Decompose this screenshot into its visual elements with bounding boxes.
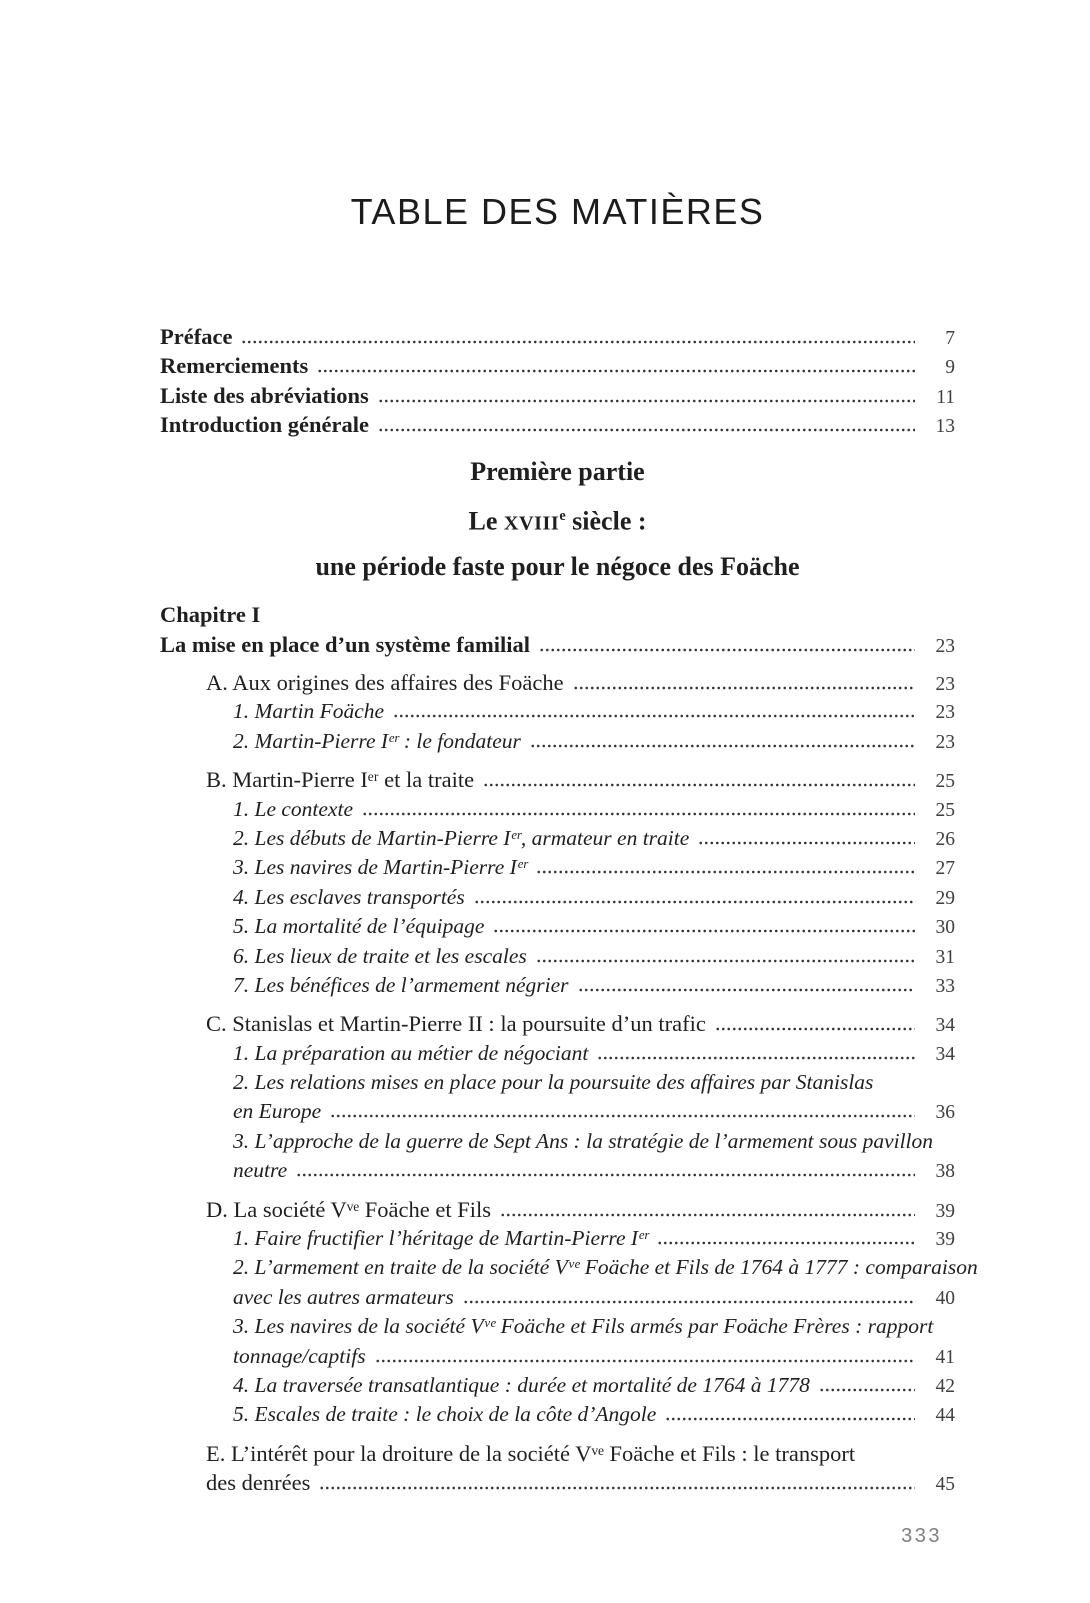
toc-row	[233, 1224, 955, 1253]
toc-entry-text: D. La société Vᵛᵉ Foäche et Fils	[206, 1196, 492, 1222]
toc-entry	[160, 971, 955, 1000]
dotted-leader	[536, 870, 915, 874]
toc-entry	[160, 1253, 978, 1312]
part-title-smallcaps: XVIII	[503, 512, 560, 535]
toc-row	[233, 727, 955, 756]
page-number: 23	[935, 635, 955, 657]
dotted-leader	[393, 714, 915, 718]
toc-entry-text: 2. Martin-Pierre Iᵉʳ : le fondateur	[233, 728, 521, 753]
toc-row	[233, 697, 955, 726]
page-number: 38	[935, 1161, 955, 1183]
page-number: 34	[935, 1043, 955, 1065]
toc-entry-text: B. Martin-Pierre Iᵉʳ et la traite	[206, 767, 475, 793]
dotted-leader	[375, 1359, 915, 1363]
page-number: 39	[935, 1200, 955, 1222]
toc-entry	[160, 381, 955, 410]
dotted-leader	[319, 1486, 915, 1490]
toc-entry-text: 3. Les navires de Martin-Pierre Iᵉʳ	[233, 855, 528, 880]
dotted-leader	[378, 428, 915, 432]
dotted-leader	[573, 686, 915, 690]
dotted-leader	[483, 783, 915, 787]
page-number: 23	[935, 674, 955, 695]
toc-row	[206, 765, 955, 794]
page-number: 9	[945, 357, 955, 379]
chapter-title: La mise en place d’un système familial	[160, 631, 530, 657]
toc-row	[233, 883, 955, 912]
toc-entry	[160, 1439, 955, 1498]
toc-row	[233, 971, 955, 1000]
dotted-leader	[539, 648, 915, 652]
toc-entry-text: en Europe	[233, 1099, 322, 1124]
toc-row	[233, 1400, 955, 1429]
dotted-leader	[378, 399, 915, 403]
toc-entry	[160, 853, 955, 882]
part-title-line2: une période faste pour le négoce des Foäche	[315, 552, 800, 582]
dotted-leader	[362, 812, 915, 816]
front-matter-list	[160, 322, 955, 440]
chapter-label-row	[160, 600, 955, 629]
part-title-prefix: Le	[468, 506, 504, 536]
toc-entry-text: 4. La traversée transatlantique : durée et mortalité de 1764 à 1778	[233, 1372, 810, 1397]
toc-row	[233, 1068, 955, 1097]
toc-row	[233, 1371, 955, 1400]
toc-row	[160, 351, 955, 380]
toc-entry	[160, 912, 955, 941]
toc-entry-text: Introduction générale	[160, 412, 369, 438]
dotted-leader	[578, 988, 915, 992]
dotted-leader	[296, 1173, 915, 1177]
dotted-leader	[500, 1213, 915, 1217]
toc-entry	[160, 410, 955, 439]
toc-entry-text: 2. L’armement en traite de la société Vᵛᵉ Foäche et Fils de 1764 à 1777 : comparaison	[233, 1255, 978, 1280]
toc-entry-text: 5. Escales de traite : le choix de la côte d’Angole	[233, 1402, 657, 1427]
toc-row	[233, 824, 955, 853]
toc-content	[160, 0, 978, 1498]
toc-row	[160, 410, 955, 439]
toc-entry-text: avec les autres armateurs	[233, 1284, 454, 1309]
page-number: 45	[935, 1474, 955, 1496]
toc-row	[233, 1342, 955, 1371]
toc-row	[233, 853, 955, 882]
toc-entry	[160, 1312, 955, 1371]
toc-row	[206, 668, 955, 697]
toc-row	[233, 1039, 955, 1068]
part-title-suffix: siècle :	[565, 506, 647, 536]
toc-entry	[160, 697, 955, 726]
toc-row	[233, 1312, 955, 1341]
toc-entry	[160, 1400, 955, 1429]
toc-entry-text: 3. Les navires de la société Vᵛᵉ Foäche et Fils armés par Foäche Frères : rapport	[233, 1314, 934, 1339]
toc-row	[206, 1439, 955, 1468]
toc-entry	[160, 765, 955, 794]
page-number: 11	[936, 386, 955, 408]
page-number: 25	[935, 799, 955, 821]
dotted-leader	[819, 1388, 915, 1392]
toc-entry-text: neutre	[233, 1158, 288, 1183]
toc-entry	[160, 1224, 955, 1253]
toc-entry	[160, 727, 955, 756]
page-number: 30	[935, 917, 955, 939]
page-number: 25	[935, 771, 955, 793]
toc-entry-text: Liste des abréviations	[160, 382, 369, 408]
part-one-heading	[160, 457, 955, 583]
toc-row	[160, 381, 955, 410]
dotted-leader	[657, 1241, 915, 1245]
toc-entry	[160, 351, 955, 380]
toc-row	[233, 1097, 955, 1126]
toc-row	[206, 1468, 955, 1497]
toc-entry-text: 3. L’approche de la guerre de Sept Ans : la stratégie de l’armement sous pavillon	[233, 1128, 934, 1153]
page-title: TABLE DES MATIÈRES	[350, 191, 765, 232]
toc-entry-text: 1. Le contexte	[233, 796, 353, 821]
toc-entry-list	[160, 668, 978, 1498]
dotted-leader	[530, 744, 915, 748]
toc-entry	[160, 1195, 955, 1224]
dotted-leader	[474, 900, 915, 904]
toc-row	[233, 912, 955, 941]
dotted-leader	[317, 369, 915, 373]
toc-row	[233, 942, 955, 971]
toc-entry-text: 6. Les lieux de traite et les escales	[233, 943, 527, 968]
toc-entry-text: 1. Faire fructifier l’héritage de Martin-Pierre Iᵉʳ	[233, 1226, 649, 1251]
toc-entry	[160, 1039, 955, 1068]
toc-row	[160, 322, 955, 351]
page-number: 34	[935, 1015, 955, 1037]
part-kicker: Première partie	[470, 456, 645, 486]
toc-entry-text: des denrées	[206, 1470, 311, 1496]
toc-entry-text: 4. Les esclaves transportés	[233, 884, 465, 909]
chapter-title-row	[160, 630, 955, 659]
page-number: 7	[945, 328, 955, 349]
toc-entry	[160, 1127, 955, 1186]
toc-entry	[160, 942, 955, 971]
toc-entry-text: Remerciements	[160, 353, 309, 379]
page-number: 23	[935, 702, 955, 724]
dotted-leader	[241, 340, 915, 344]
toc-entry	[160, 668, 955, 697]
toc-row	[233, 795, 955, 824]
chapter-label: Chapitre I	[160, 602, 261, 628]
toc-entry-text: 2. Les relations mises en place pour la poursuite des affaires par Stanislas	[233, 1070, 874, 1095]
dotted-leader	[330, 1114, 915, 1118]
dotted-leader	[463, 1300, 915, 1304]
part-title-superscript: e	[559, 507, 566, 524]
page-number: 44	[935, 1405, 955, 1427]
page-number: 13	[935, 416, 955, 438]
toc-row	[233, 1283, 955, 1312]
page-number: 23	[935, 731, 955, 753]
page-number: 36	[935, 1102, 955, 1124]
toc-entry-text: 1. Martin Foäche	[233, 699, 385, 724]
page-number: 27	[935, 858, 955, 880]
toc-entry-text: 2. Les débuts de Martin-Pierre Iᵉʳ, armateur en traite	[233, 825, 690, 850]
dotted-leader	[597, 1056, 915, 1060]
toc-row	[233, 1253, 978, 1282]
toc-row	[233, 1156, 955, 1185]
toc-row	[206, 1009, 955, 1038]
toc-entry-text: Préface	[160, 324, 233, 349]
toc-row	[233, 1127, 955, 1156]
dotted-leader	[493, 929, 915, 933]
dotted-leader	[665, 1417, 915, 1421]
toc-entry	[160, 1371, 955, 1400]
toc-entry	[160, 883, 955, 912]
dotted-leader	[698, 841, 915, 845]
toc-entry-text: 5. La mortalité de l’équipage	[233, 914, 485, 939]
chapter-heading	[160, 600, 955, 659]
toc-row	[206, 1195, 955, 1224]
toc-entry-text: A. Aux origines des affaires des Foäche	[206, 670, 564, 695]
page-number: 40	[935, 1287, 955, 1309]
toc-entry	[160, 322, 955, 351]
toc-entry-text: C. Stanislas et Martin-Pierre II : la poursuite d’un trafic	[206, 1011, 706, 1037]
part-title-line1	[160, 501, 955, 539]
toc-entry-text: tonnage/captifs	[233, 1343, 366, 1368]
toc-entry-text: E. L’intérêt pour la droiture de la société Vᵛᵉ Foäche et Fils : le transport	[206, 1440, 856, 1466]
toc-entry	[160, 795, 955, 824]
page-number: 33	[935, 975, 955, 997]
page-number: 39	[935, 1229, 955, 1251]
folio-page-number: 333	[901, 1525, 942, 1547]
page-number: 31	[935, 946, 955, 968]
page-number: 29	[935, 887, 955, 909]
page-number: 26	[935, 828, 955, 850]
toc-entry	[160, 1009, 955, 1038]
toc-entry	[160, 1068, 955, 1127]
page-number: 42	[935, 1375, 955, 1397]
page-number: 41	[935, 1346, 955, 1368]
toc-entry-text: 1. La préparation au métier de négociant	[233, 1040, 589, 1065]
toc-entry	[160, 824, 955, 853]
dotted-leader	[715, 1027, 915, 1031]
toc-entry-text: 7. Les bénéfices de l’armement négrier	[233, 972, 569, 997]
dotted-leader	[536, 959, 915, 963]
